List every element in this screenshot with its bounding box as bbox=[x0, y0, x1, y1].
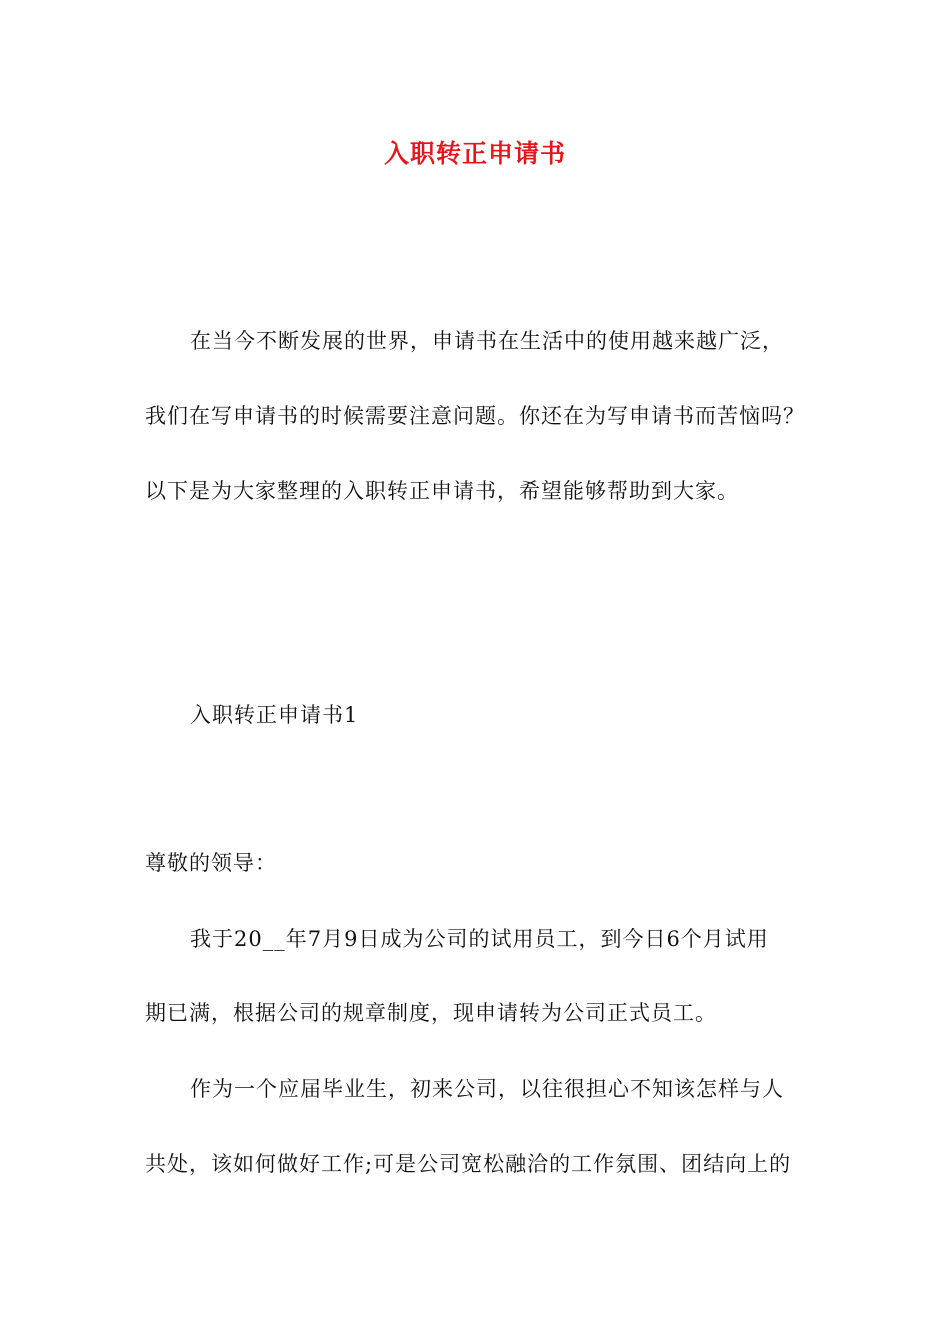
body-line-4: 共处，该如何做好工作;可是公司宽松融洽的工作氛围、团结向上的 bbox=[145, 1152, 792, 1176]
body-line-3: 作为一个应届毕业生，初来公司，以往很担心不知该怎样与人 bbox=[190, 1077, 784, 1101]
intro-line-3: 以下是为大家整理的入职转正申请书，希望能够帮助到大家。 bbox=[145, 479, 739, 503]
intro-line-1: 在当今不断发展的世界，申请书在生活中的使用越来越广泛， bbox=[190, 329, 784, 353]
document-title: 入职转正申请书 bbox=[383, 139, 566, 168]
intro-line-2: 我们在写申请书的时候需要注意问题。你还在为写申请书而苦恼吗？ bbox=[145, 404, 805, 428]
body-line-1: 我于20__年7月9日成为公司的试用员工，到今日6个月试用 bbox=[190, 927, 769, 951]
salutation: 尊敬的领导： bbox=[145, 851, 277, 875]
section-heading: 入职转正申请书1 bbox=[190, 703, 359, 727]
body-line-2: 期已满，根据公司的规章制度，现申请转为公司正式员工。 bbox=[145, 1001, 717, 1025]
